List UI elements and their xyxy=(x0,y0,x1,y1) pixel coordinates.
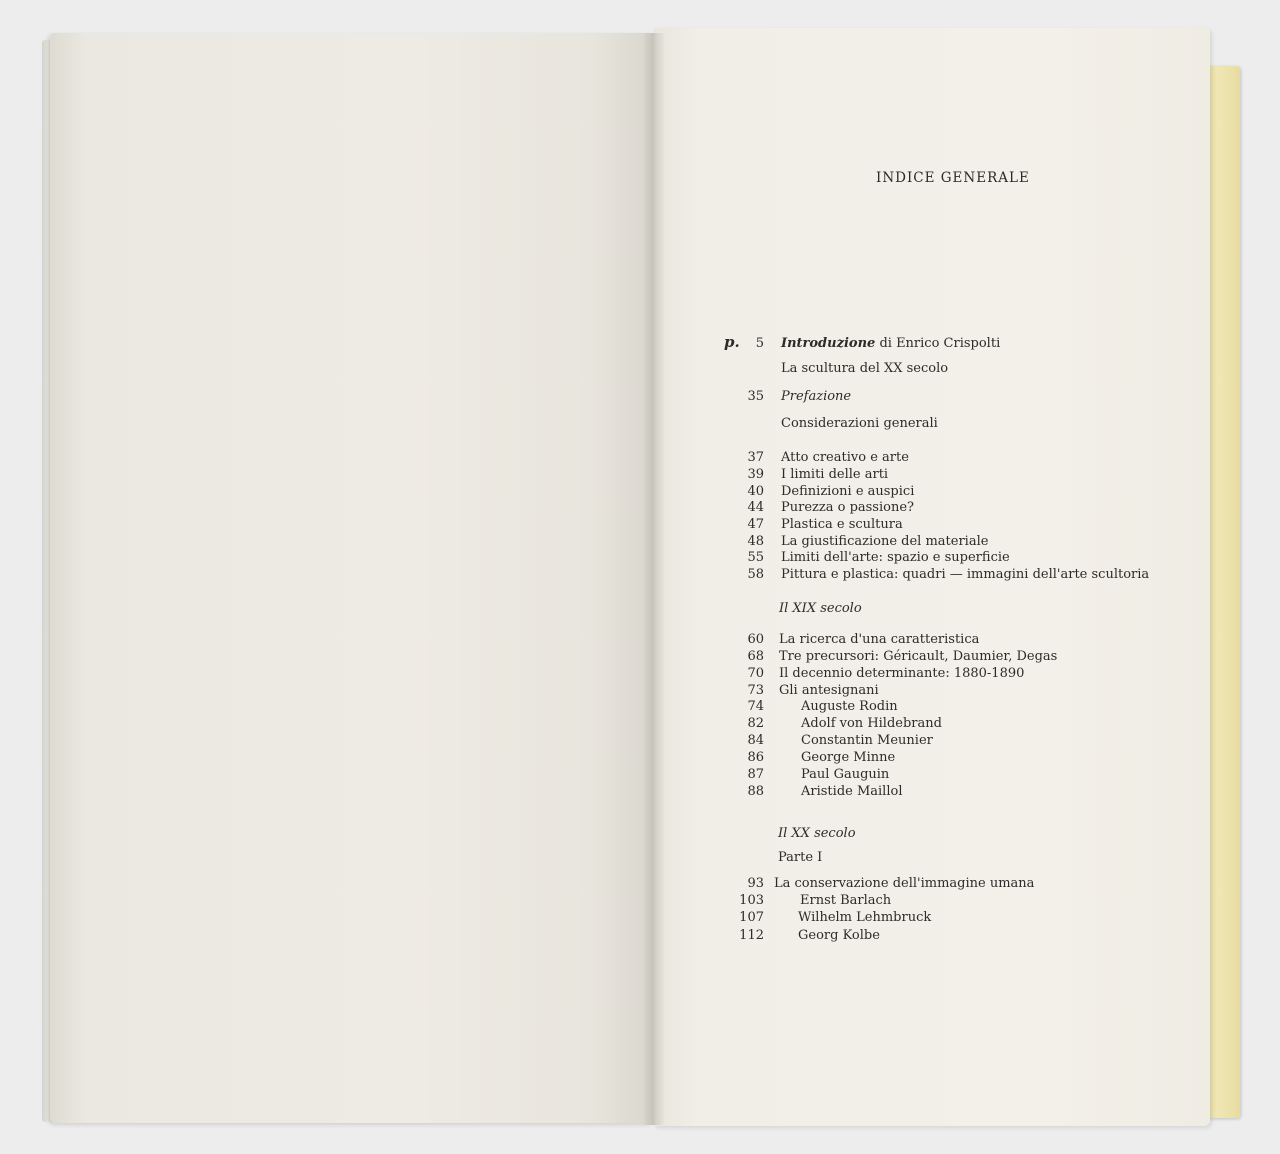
toc-entry xyxy=(0,550,1200,568)
toc-page-number: 70 xyxy=(747,666,764,681)
toc-entry xyxy=(0,416,1200,434)
toc-page-number: 93 xyxy=(747,876,764,891)
toc-entry xyxy=(0,666,1200,684)
toc-entry xyxy=(0,893,1200,911)
page-prefix: p. xyxy=(724,333,740,351)
toc-entry xyxy=(0,467,1200,485)
toc-entry-title: Plastica e scultura xyxy=(781,517,903,532)
toc-page-number: 44 xyxy=(747,500,764,515)
toc-entry xyxy=(0,750,1200,768)
toc-page-number: 40 xyxy=(747,484,764,499)
toc-page-number: 103 xyxy=(739,893,764,908)
toc-page-number: 48 xyxy=(747,534,764,549)
toc-entry-title: Definizioni e auspici xyxy=(781,484,915,499)
toc-entry-title: Gli antesignani xyxy=(779,683,879,698)
toc-entry xyxy=(0,601,1200,619)
toc-page-number: 60 xyxy=(747,632,764,647)
toc-entry-title: Aristide Maillol xyxy=(801,784,903,799)
toc-entry-title: Wilhelm Lehmbruck xyxy=(798,910,932,925)
toc-page-number: 35 xyxy=(747,389,764,404)
book-cover-edge xyxy=(1208,66,1240,1118)
toc-page-number: 82 xyxy=(747,716,764,731)
toc-entry-title: Il decennio determinante: 1880-1890 xyxy=(779,666,1025,681)
toc-entry-title: La giustificazione del materiale xyxy=(781,534,989,549)
toc-entry-title: La scultura del XX secolo xyxy=(781,361,949,376)
toc-page-number: 107 xyxy=(739,910,764,925)
toc-entry xyxy=(0,632,1200,650)
toc-entry-title: Adolf von Hildebrand xyxy=(801,716,942,731)
toc-entry-title: Limiti dell'arte: spazio e superficie xyxy=(781,550,1010,565)
toc-page-number: 87 xyxy=(747,767,764,782)
toc-entry-title: Auguste Rodin xyxy=(801,699,898,714)
toc-entry xyxy=(0,733,1200,751)
toc-entry-title-emphasis: Introduzione xyxy=(781,336,876,351)
toc-entry xyxy=(0,910,1200,928)
toc-page-number: 5 xyxy=(755,336,764,351)
toc-entry-title: Georg Kolbe xyxy=(798,928,880,943)
toc-entry xyxy=(0,450,1200,468)
toc-entry xyxy=(0,361,1200,379)
toc-entry-title: La ricerca d'una caratteristica xyxy=(779,632,980,647)
toc-page-number: 39 xyxy=(747,467,764,482)
toc-entry xyxy=(0,826,1200,844)
toc-entry-title: Tre precursori: Géricault, Daumier, Degas xyxy=(779,649,1058,664)
toc-entry xyxy=(0,784,1200,802)
toc-entry-title: Il XIX secolo xyxy=(779,601,862,616)
toc-entry xyxy=(0,716,1200,734)
toc-page-number: 68 xyxy=(747,649,764,664)
toc-page-number: 58 xyxy=(747,567,764,582)
toc-entry-title: La conservazione dell'immagine umana xyxy=(774,876,1035,891)
toc-entry-title: Paul Gauguin xyxy=(801,767,890,782)
toc-page-number: 84 xyxy=(747,733,764,748)
toc-entry-title xyxy=(781,336,1000,351)
toc-entry-title: Il XX secolo xyxy=(778,826,856,841)
toc-page-number: 112 xyxy=(739,928,764,943)
toc-entry-title: Pittura e plastica: quadri — immagini dell'arte scultoria xyxy=(781,567,1150,582)
toc-page-number: 88 xyxy=(747,784,764,799)
toc-entry xyxy=(0,389,1200,407)
toc-entry xyxy=(0,699,1200,717)
toc-entry xyxy=(0,500,1200,518)
toc-entry xyxy=(0,333,1200,354)
toc-entry xyxy=(0,567,1200,585)
toc-entry-title: I limiti delle arti xyxy=(781,467,889,482)
toc-entry-title: Atto creativo e arte xyxy=(781,450,909,465)
toc-entry xyxy=(0,850,1200,868)
toc-entry-title: George Minne xyxy=(801,750,896,765)
toc-entry-title: Considerazioni generali xyxy=(781,416,938,431)
toc-heading: INDICE GENERALE xyxy=(876,170,1030,186)
toc-entry-title-suffix: di Enrico Crispolti xyxy=(875,336,1001,351)
toc-page-number: 73 xyxy=(747,683,764,698)
toc-entry xyxy=(0,928,1200,946)
toc-entry-title: Purezza o passione? xyxy=(781,500,915,515)
toc-entry xyxy=(0,876,1200,894)
toc-entry-title: Parte I xyxy=(778,850,823,865)
toc-page-number: 55 xyxy=(747,550,764,565)
toc-page-number: 47 xyxy=(747,517,764,532)
toc-entry xyxy=(0,517,1200,535)
toc-page-number: 86 xyxy=(747,750,764,765)
toc-entry xyxy=(0,649,1200,667)
toc-entry-title: Constantin Meunier xyxy=(801,733,933,748)
toc-page-number: 74 xyxy=(747,699,764,714)
toc-entry-title: Prefazione xyxy=(781,389,852,404)
toc-entry-title: Ernst Barlach xyxy=(800,893,892,908)
toc-entry xyxy=(0,767,1200,785)
toc-page-number: 37 xyxy=(747,450,764,465)
